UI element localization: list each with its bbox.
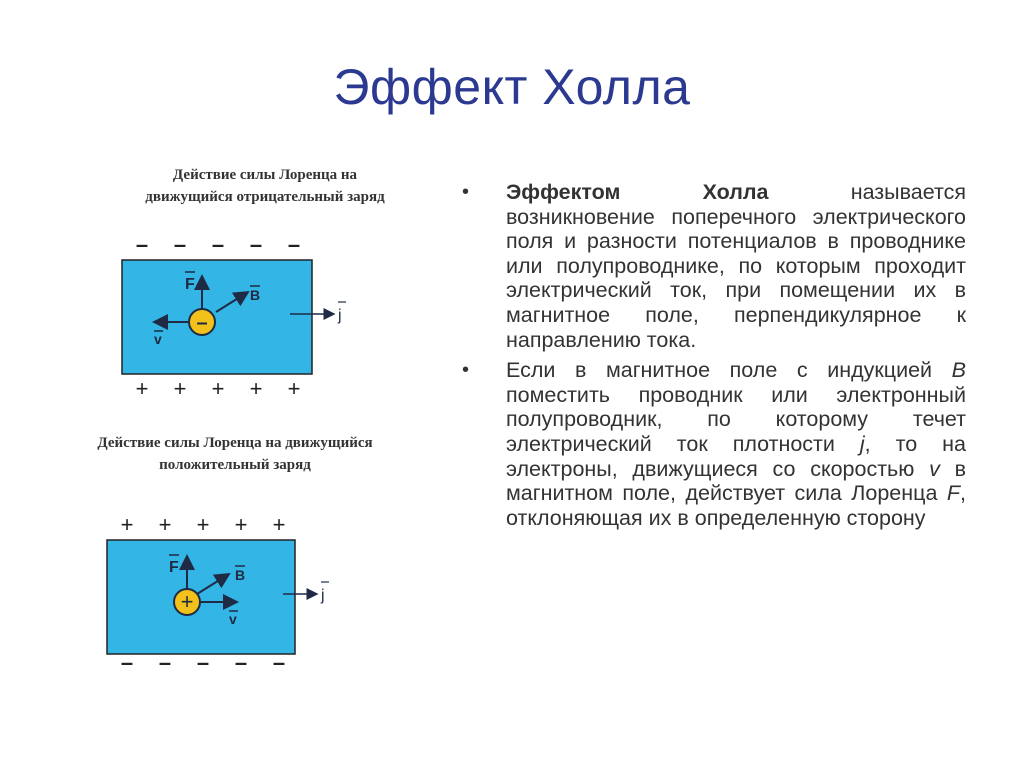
negative-charge-diagram	[100, 228, 370, 408]
bottom-sign: +	[249, 376, 263, 401]
definition-bullet	[462, 180, 966, 352]
bottom-sign: +	[287, 376, 301, 401]
variable-v: v	[929, 456, 940, 481]
bottom-sign: +	[211, 376, 225, 401]
top-sign: +	[272, 512, 286, 537]
top-sign: +	[196, 512, 210, 537]
top-sign: +	[158, 512, 172, 537]
top-sign: –	[173, 232, 187, 257]
bottom-sign: +	[135, 376, 149, 401]
explanation-text: Если в магнитное поле с индукцией	[506, 358, 952, 383]
diagram2-caption-line1: Действие силы Лоренца на движущийся	[97, 435, 373, 451]
variable-b: B	[951, 358, 966, 383]
velocity-label: v	[154, 331, 162, 347]
charge-sign: –	[196, 312, 208, 334]
variable-f: F	[946, 481, 961, 506]
positive-charge-diagram	[85, 508, 355, 688]
bottom-sign: –	[196, 650, 210, 675]
diagram2-caption	[30, 432, 440, 476]
force-label: F	[169, 559, 179, 576]
explanation-bullet	[462, 358, 966, 530]
charge-sign: +	[180, 589, 194, 614]
definition-list	[462, 180, 966, 536]
explanation-text: , то на электроны, движущиеся со скоростью	[506, 431, 966, 481]
definition-text: называется возникновение поперечного электрического поля и разности потенциалов в проводнике или полупроводнике, по которым проходит электрический ток, при помещении их в магнитное поле, перпендикулярное к направлению тока.	[506, 180, 966, 352]
diagram2-caption-line2: положительный заряд	[159, 457, 311, 473]
field-label: B	[235, 567, 246, 583]
top-sign: +	[234, 512, 248, 537]
definition-term: Эффектом Холла	[506, 180, 769, 204]
bottom-sign: –	[234, 650, 248, 675]
variable-j: j	[859, 431, 865, 456]
top-sign: +	[120, 512, 134, 537]
bottom-sign: –	[158, 650, 172, 675]
slide-title: Эффект Холла	[333, 59, 691, 115]
force-label: F	[185, 276, 195, 293]
diagram1-caption-line2: движущийся отрицательный заряд	[145, 189, 385, 205]
top-sign: –	[287, 232, 301, 257]
conductor-plate	[107, 540, 295, 654]
current-label: j	[321, 587, 325, 604]
top-sign: –	[249, 232, 263, 257]
bullet-dot-icon: •	[462, 181, 470, 203]
bullet-dot-icon: •	[462, 359, 470, 382]
explanation-text: , отклоняющая их в определенную сторону	[506, 481, 966, 530]
bottom-sign: –	[120, 650, 134, 675]
top-sign: –	[135, 232, 149, 257]
explanation-text: поместить проводник или электронный полупроводник, по которому течет электрический ток плотности	[506, 382, 966, 456]
top-sign: –	[211, 232, 225, 257]
explanation-text: в магнитном поле, действует сила Лоренца	[506, 456, 966, 506]
current-label: j	[338, 307, 342, 324]
velocity-label: v	[229, 611, 237, 627]
field-label: B	[250, 287, 261, 303]
diagram1-caption-line1: Действие силы Лоренца на	[172, 167, 358, 183]
conductor-plate	[122, 260, 312, 374]
diagram1-caption	[60, 164, 470, 208]
bottom-sign: +	[173, 376, 187, 401]
bottom-sign: –	[272, 650, 286, 675]
